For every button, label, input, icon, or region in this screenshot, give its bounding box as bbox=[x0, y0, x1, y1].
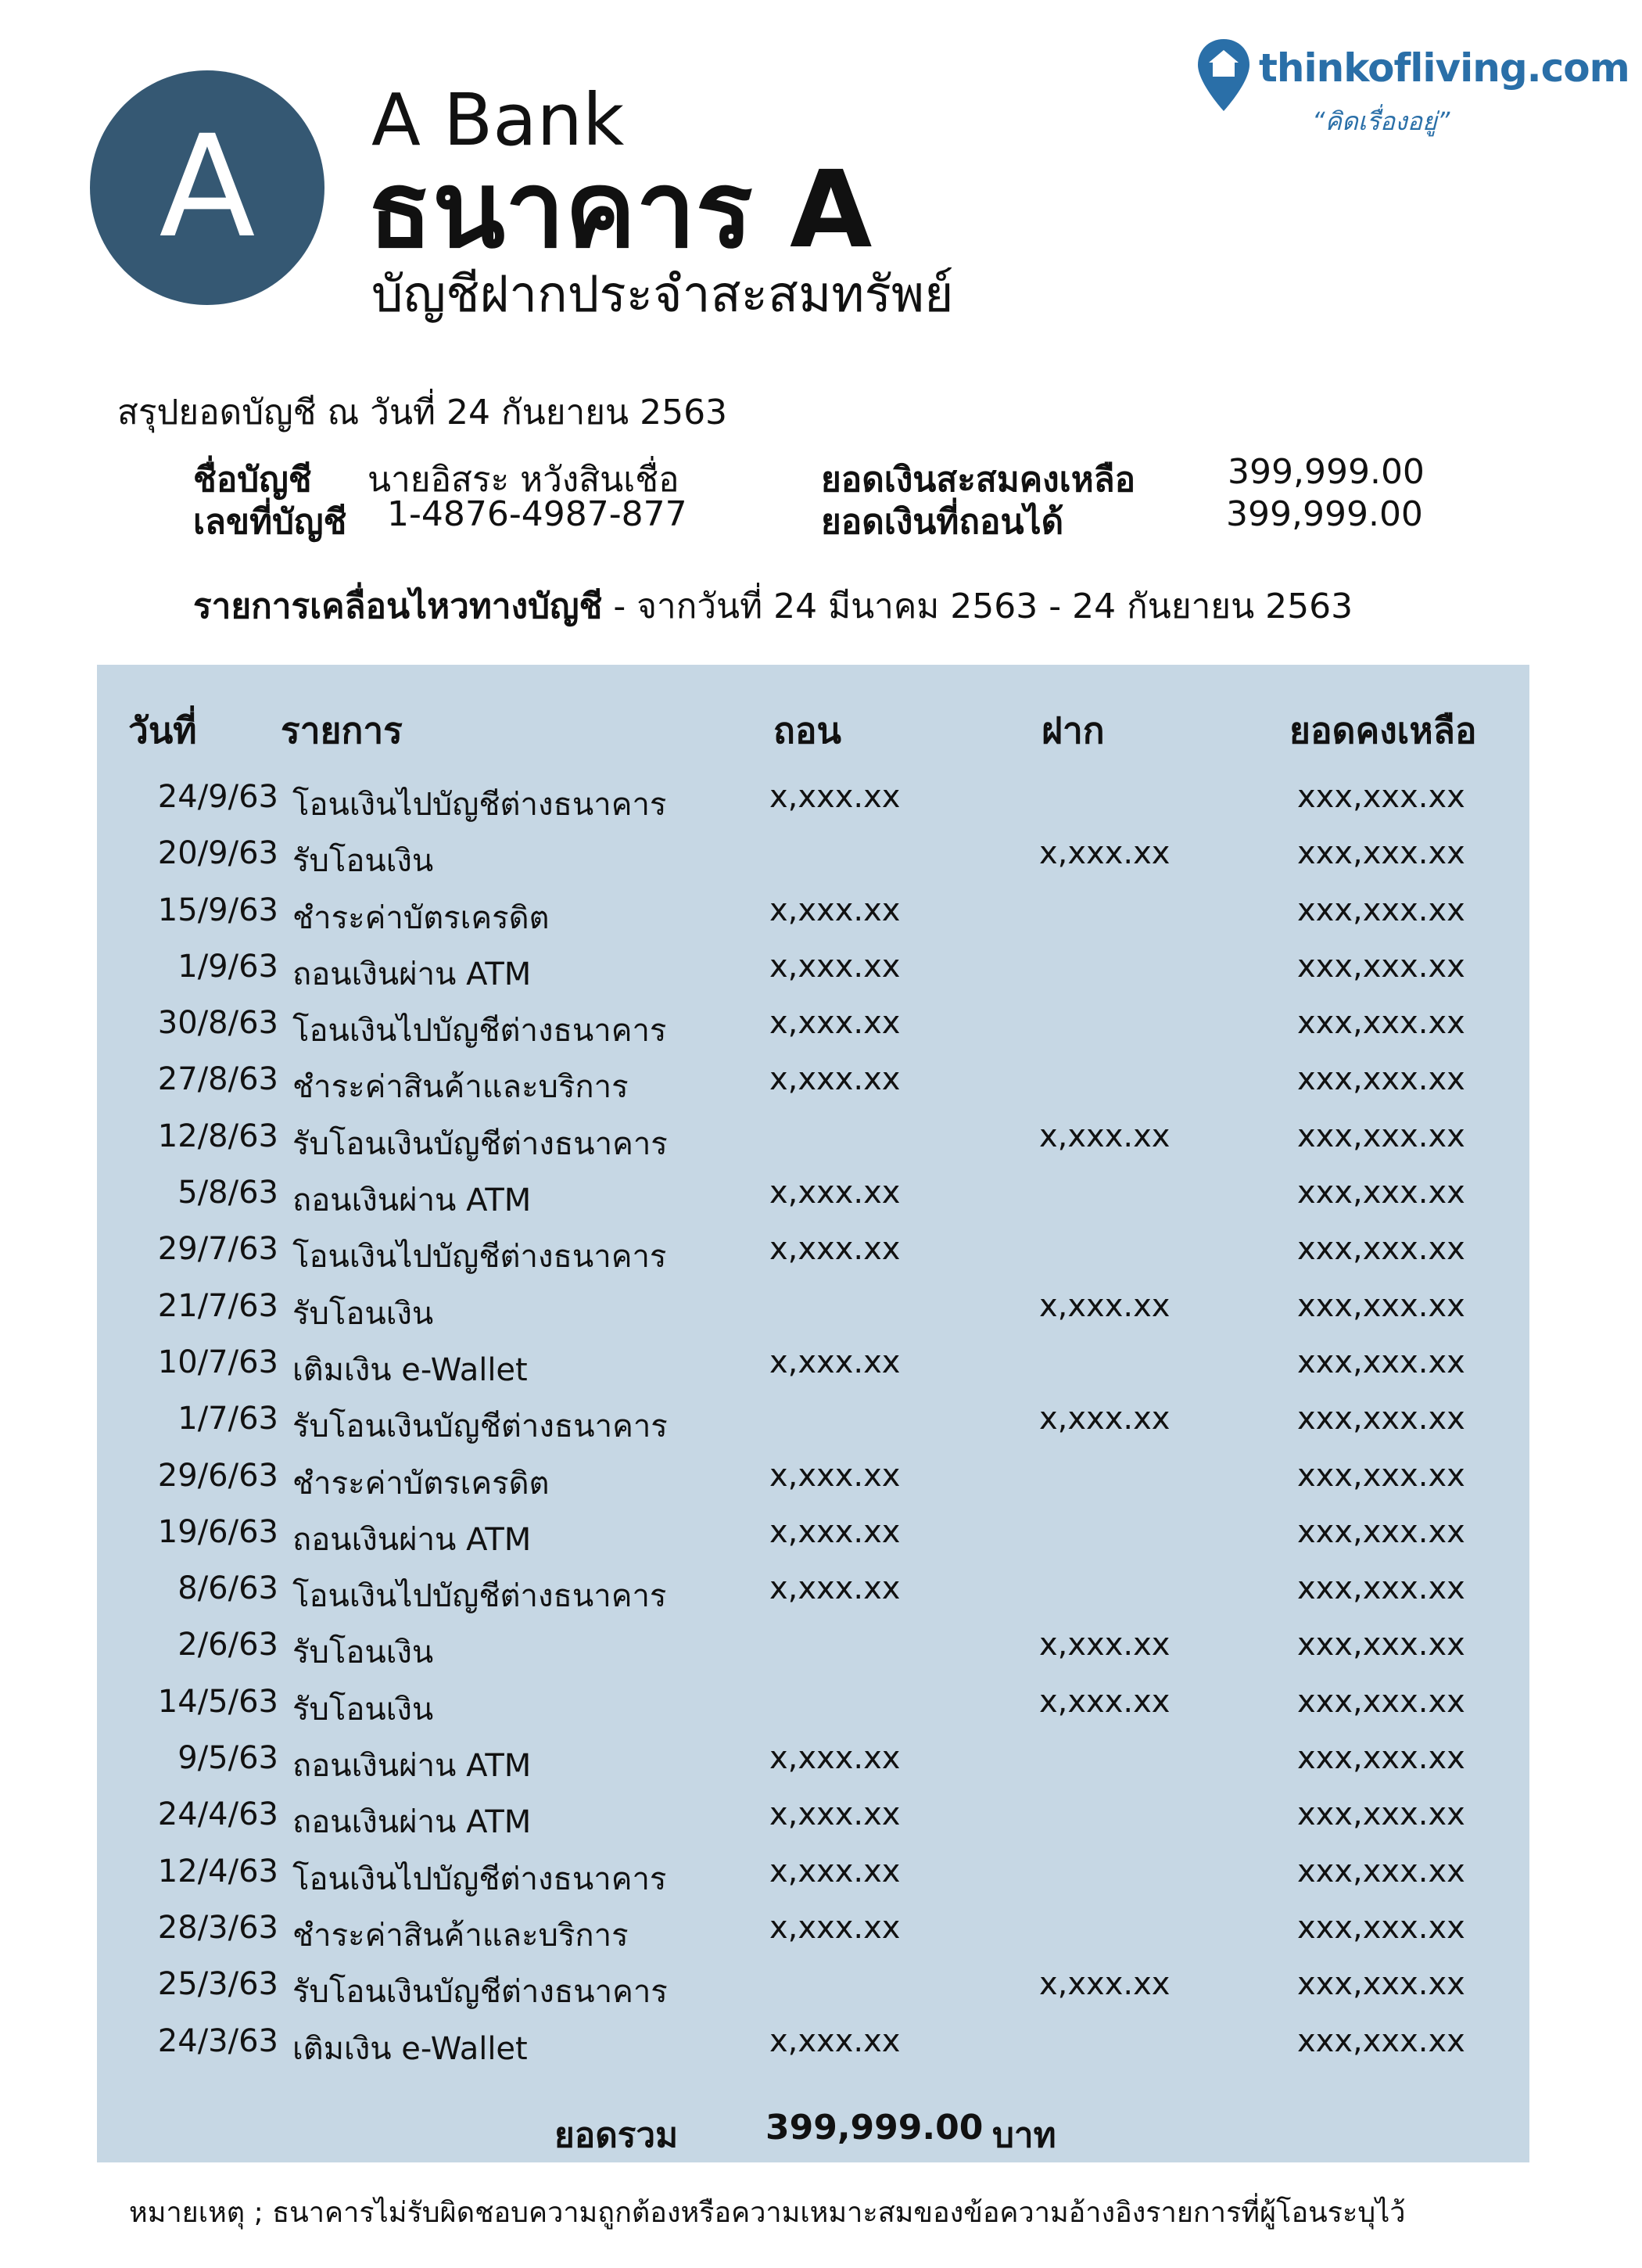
row-date: 10/7/63 bbox=[157, 1344, 278, 1380]
row-date: 12/4/63 bbox=[157, 1853, 278, 1889]
transaction-rows bbox=[97, 774, 1529, 2075]
table-row bbox=[97, 1114, 1529, 1170]
row-balance: xxx,xxx.xx bbox=[1297, 1457, 1465, 1494]
row-date: 24/9/63 bbox=[157, 779, 278, 815]
row-date: 19/6/63 bbox=[157, 1513, 278, 1550]
row-description: โอนเงินไปบัญชีต่างธนาคาร bbox=[292, 1861, 667, 1897]
row-description: รับโอนเงิน bbox=[292, 843, 434, 880]
row-balance: xxx,xxx.xx bbox=[1297, 1966, 1465, 2003]
table-row bbox=[97, 1679, 1529, 1735]
row-description: รับโอนเงิน bbox=[292, 1295, 434, 1332]
row-description: ชำระค่าสินค้าและบริการ bbox=[292, 1917, 629, 1954]
row-date: 20/9/63 bbox=[157, 835, 278, 872]
table-row bbox=[97, 1283, 1529, 1340]
row-description: ถอนเงินผ่าน ATM bbox=[292, 1521, 532, 1558]
table-row bbox=[97, 1340, 1529, 1396]
account-name-label: ชื่อบัญชี bbox=[193, 460, 312, 500]
row-balance: xxx,xxx.xx bbox=[1297, 1796, 1465, 1833]
row-description: เติมเงิน e-Wallet bbox=[292, 1351, 528, 1388]
withdrawable-label: ยอดเงินที่ถอนได้ bbox=[821, 502, 1064, 542]
account-type: บัญชีฝากประจำสะสมทรัพย์ bbox=[371, 266, 954, 324]
row-withdraw: x,xxx.xx bbox=[769, 1344, 901, 1380]
row-balance: xxx,xxx.xx bbox=[1297, 1005, 1465, 1042]
total-value: 399,999.00 bbox=[765, 2108, 984, 2148]
bank-name-en: A Bank bbox=[371, 78, 625, 162]
table-row bbox=[97, 1905, 1529, 1961]
table-row bbox=[97, 1735, 1529, 1792]
brand-logo bbox=[1196, 38, 1629, 147]
row-deposit: x,xxx.xx bbox=[1039, 1627, 1171, 1663]
row-date: 9/5/63 bbox=[177, 1740, 278, 1777]
row-description: ชำระค่าบัตรเครดิต bbox=[292, 899, 550, 936]
row-description: รับโอนเงิน bbox=[292, 1691, 434, 1728]
row-balance: xxx,xxx.xx bbox=[1297, 1683, 1465, 1720]
row-description: ถอนเงินผ่าน ATM bbox=[292, 1804, 532, 1841]
row-date: 5/8/63 bbox=[177, 1175, 278, 1211]
row-date: 25/3/63 bbox=[157, 1966, 278, 2003]
account-number-value: 1-4876-4987-877 bbox=[387, 494, 687, 534]
row-withdraw: x,xxx.xx bbox=[769, 948, 901, 985]
row-description: โอนเงินไปบัญชีต่างธนาคาร bbox=[292, 1578, 667, 1615]
row-description: ถอนเงินผ่าน ATM bbox=[292, 1182, 532, 1219]
row-date: 24/4/63 bbox=[157, 1796, 278, 1833]
row-description: โอนเงินไปบัญชีต่างธนาคาร bbox=[292, 1013, 667, 1050]
table-row bbox=[97, 1226, 1529, 1283]
row-description: โอนเงินไปบัญชีต่างธนาคาร bbox=[292, 787, 667, 823]
table-row bbox=[97, 1792, 1529, 1848]
brand-slogan: “คิดเรื่องอยู่” bbox=[1312, 106, 1450, 136]
header-withdraw: ถอน bbox=[773, 709, 841, 752]
row-date: 12/8/63 bbox=[157, 1118, 278, 1154]
table-row bbox=[97, 2019, 1529, 2075]
row-balance: xxx,xxx.xx bbox=[1297, 948, 1465, 985]
row-withdraw: x,xxx.xx bbox=[769, 1853, 901, 1889]
row-deposit: x,xxx.xx bbox=[1039, 1401, 1171, 1437]
header-balance: ยอดคงเหลือ bbox=[1289, 709, 1477, 752]
row-withdraw: x,xxx.xx bbox=[769, 1061, 901, 1098]
bank-name-th: ธนาคาร A bbox=[367, 149, 873, 272]
row-balance: xxx,xxx.xx bbox=[1297, 1344, 1465, 1380]
row-withdraw: x,xxx.xx bbox=[769, 892, 901, 928]
row-deposit: x,xxx.xx bbox=[1039, 1287, 1171, 1324]
movement-label: รายการเคลื่อนไหวทางบัญชี bbox=[193, 587, 603, 626]
header-description: รายการ bbox=[281, 709, 403, 752]
row-balance: xxx,xxx.xx bbox=[1297, 1627, 1465, 1663]
table-row bbox=[97, 774, 1529, 831]
house-pin-icon bbox=[1196, 38, 1251, 113]
table-row bbox=[97, 1057, 1529, 1113]
row-description: ถอนเงินผ่าน ATM bbox=[292, 956, 532, 992]
row-withdraw: x,xxx.xx bbox=[769, 1740, 901, 1777]
row-balance: xxx,xxx.xx bbox=[1297, 1061, 1465, 1098]
table-row bbox=[97, 1453, 1529, 1509]
header-deposit: ฝาก bbox=[1041, 709, 1105, 752]
row-date: 15/9/63 bbox=[157, 892, 278, 928]
table-row bbox=[97, 1961, 1529, 2018]
row-withdraw: x,xxx.xx bbox=[769, 1909, 901, 1946]
row-date: 1/9/63 bbox=[177, 948, 278, 985]
movement-heading bbox=[193, 579, 1353, 633]
bank-logo-letter: A bbox=[159, 106, 256, 269]
accumulated-balance-value: 399,999.00 bbox=[1228, 452, 1425, 492]
table-row bbox=[97, 1566, 1529, 1622]
row-date: 28/3/63 bbox=[157, 1909, 278, 1946]
row-date: 1/7/63 bbox=[177, 1401, 278, 1437]
row-balance: xxx,xxx.xx bbox=[1297, 1909, 1465, 1946]
account-name-value: นายอิสระ หวังสินเชื่อ bbox=[367, 460, 679, 500]
row-date: 29/7/63 bbox=[157, 1231, 278, 1268]
row-withdraw: x,xxx.xx bbox=[769, 1175, 901, 1211]
row-balance: xxx,xxx.xx bbox=[1297, 1853, 1465, 1889]
table-row bbox=[97, 1000, 1529, 1057]
transaction-table bbox=[97, 665, 1529, 2162]
row-withdraw: x,xxx.xx bbox=[769, 1570, 901, 1607]
row-date: 30/8/63 bbox=[157, 1005, 278, 1042]
row-date: 29/6/63 bbox=[157, 1457, 278, 1494]
total-label: ยอดรวม bbox=[554, 2115, 679, 2155]
row-deposit: x,xxx.xx bbox=[1039, 1683, 1171, 1720]
row-description: ถอนเงินผ่าน ATM bbox=[292, 1748, 532, 1785]
row-withdraw: x,xxx.xx bbox=[769, 1457, 901, 1494]
row-balance: xxx,xxx.xx bbox=[1297, 1287, 1465, 1324]
total-unit: บาท bbox=[992, 2115, 1056, 2155]
summary-title: สรุปยอดบัญชี ณ วันที่ 24 กันยายน 2563 bbox=[117, 393, 728, 432]
table-row bbox=[97, 1509, 1529, 1566]
row-balance: xxx,xxx.xx bbox=[1297, 1740, 1465, 1777]
table-row bbox=[97, 1849, 1529, 1905]
header-date: วันที่ bbox=[128, 709, 197, 752]
row-withdraw: x,xxx.xx bbox=[769, 1005, 901, 1042]
table-row bbox=[97, 1396, 1529, 1452]
row-description: โอนเงินไปบัญชีต่างธนาคาร bbox=[292, 1239, 667, 1276]
movement-range: - จากวันที่ 24 มีนาคม 2563 - 24 กันยายน 2563 bbox=[602, 587, 1353, 626]
row-withdraw: x,xxx.xx bbox=[769, 2022, 901, 2059]
row-description: ชำระค่าสินค้าและบริการ bbox=[292, 1069, 629, 1106]
row-deposit: x,xxx.xx bbox=[1039, 1966, 1171, 2003]
row-date: 8/6/63 bbox=[177, 1570, 278, 1607]
table-row bbox=[97, 888, 1529, 944]
row-description: ชำระค่าบัตรเครดิต bbox=[292, 1465, 550, 1502]
row-balance: xxx,xxx.xx bbox=[1297, 1513, 1465, 1550]
withdrawable-value: 399,999.00 bbox=[1226, 494, 1423, 534]
account-number-label: เลขที่บัญชี bbox=[193, 502, 347, 542]
row-withdraw: x,xxx.xx bbox=[769, 1796, 901, 1833]
table-row bbox=[97, 831, 1529, 887]
row-date: 21/7/63 bbox=[157, 1287, 278, 1324]
row-description: เติมเงิน e-Wallet bbox=[292, 2030, 528, 2067]
brand-name: thinkofliving.com bbox=[1259, 45, 1629, 91]
row-date: 14/5/63 bbox=[157, 1683, 278, 1720]
row-date: 24/3/63 bbox=[157, 2022, 278, 2059]
table-row bbox=[97, 944, 1529, 1000]
row-balance: xxx,xxx.xx bbox=[1297, 892, 1465, 928]
bank-logo bbox=[90, 70, 324, 305]
row-balance: xxx,xxx.xx bbox=[1297, 1401, 1465, 1437]
accumulated-balance-label: ยอดเงินสะสมคงเหลือ bbox=[821, 460, 1136, 500]
row-balance: xxx,xxx.xx bbox=[1297, 2022, 1465, 2059]
remark-note: หมายเหตุ ; ธนาคารไม่รับผิดชอบความถูกต้องหรือความเหมาะสมของข้อความอ้างอิงรายการที่ผู้โอนระบุไว้ bbox=[129, 2197, 1406, 2229]
table-row bbox=[97, 1622, 1529, 1678]
row-deposit: x,xxx.xx bbox=[1039, 1118, 1171, 1154]
row-date: 27/8/63 bbox=[157, 1061, 278, 1098]
row-balance: xxx,xxx.xx bbox=[1297, 1570, 1465, 1607]
row-balance: xxx,xxx.xx bbox=[1297, 835, 1465, 872]
row-balance: xxx,xxx.xx bbox=[1297, 779, 1465, 815]
row-balance: xxx,xxx.xx bbox=[1297, 1175, 1465, 1211]
row-description: รับโอนเงิน bbox=[292, 1635, 434, 1671]
row-balance: xxx,xxx.xx bbox=[1297, 1231, 1465, 1268]
row-balance: xxx,xxx.xx bbox=[1297, 1118, 1465, 1154]
row-description: รับโอนเงินบัญชีต่างธนาคาร bbox=[292, 1974, 668, 2011]
row-description: รับโอนเงินบัญชีต่างธนาคาร bbox=[292, 1409, 668, 1445]
table-row bbox=[97, 1170, 1529, 1226]
row-withdraw: x,xxx.xx bbox=[769, 1513, 901, 1550]
row-description: รับโอนเงินบัญชีต่างธนาคาร bbox=[292, 1125, 668, 1162]
row-withdraw: x,xxx.xx bbox=[769, 1231, 901, 1268]
row-date: 2/6/63 bbox=[177, 1627, 278, 1663]
row-deposit: x,xxx.xx bbox=[1039, 835, 1171, 872]
row-withdraw: x,xxx.xx bbox=[769, 779, 901, 815]
